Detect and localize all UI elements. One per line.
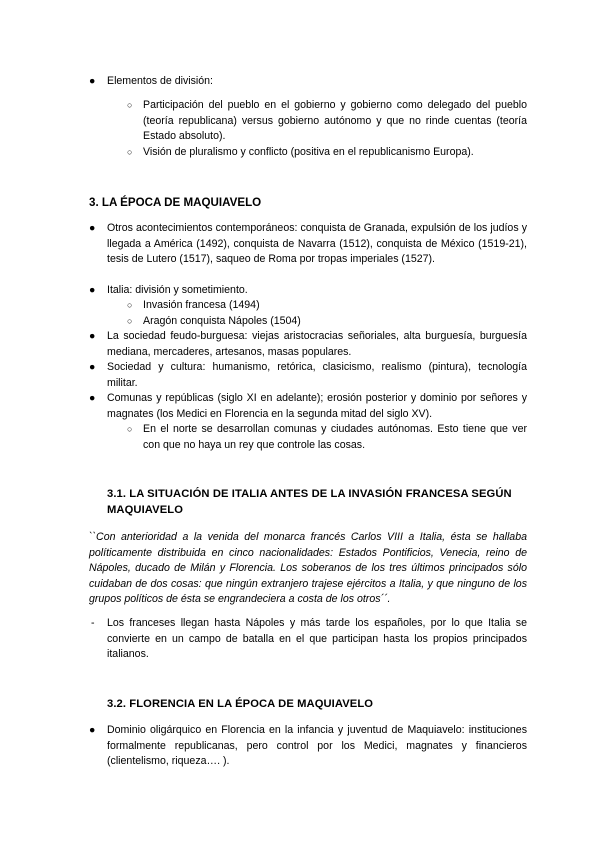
section-3-2-item: Dominio oligárquico en Florencia en la infancia y juventud de Maquiavelo: instituciones formalmente republicanas, pero control por los Medici, magnates y financieros (clientelismo, riqueza…. ). [107,724,527,768]
comunas-sub-item: En el norte se desarrollan comunas y ciudades autónomas. Esto tiene que ver con que no haya un rey que controle las cosas. [143,423,527,451]
bullet-marker: ● [89,75,96,87]
bullet-marker: ● [89,222,96,234]
intro-item: Elementos de división: [107,75,213,87]
circle-marker: ○ [127,100,133,110]
circle-marker: ○ [127,300,133,310]
intro-sub-item: Visión de pluralismo y conflicto (positiva en el republicanismo Europa). [143,146,474,158]
section-3-2-heading: 3.2. FLORENCIA EN LA ÉPOCA DE MAQUIAVELO [107,698,374,710]
bullet-marker: ● [89,724,96,736]
section-3-item-cultura: Sociedad y cultura: humanismo, retórica, clasicismo, realismo (pintura), tecnología militar. [107,361,527,389]
intro-sub-item: Participación del pueblo en el gobierno y gobierno como delegado del pueblo (teoría republicana) versus gobierno autónomo y que no rinde cuentas (teoría Estado absoluto). [143,99,527,143]
circle-marker: ○ [127,424,133,434]
bullet-marker: ● [89,330,96,342]
bullet-marker: ● [89,392,96,404]
italia-sub-item: Invasión francesa (1494) [143,299,260,311]
circle-marker: ○ [127,147,133,157]
maquiavelo-quote: ``Con anterioridad a la venida del monarca francés Carlos VIII a Italia, ésta se hallaba políticamente distribuida en cinco nacionalidades: Estados Pontificios, Venecia, reino de Nápoles, ducado de Milán y Florencia. Los soberanos de los tres últimos principados sólo cuidaban de dos cosas: que ningún extranjero trajese ejércitos a Italia, y que ninguno de los grupos políticos de ésta se engrandeciera a costa de los otros´´. [89,531,527,606]
italia-sub-item: Aragón conquista Nápoles (1504) [143,315,301,327]
section-3-item-comunas: Comunas y repúblicas (siglo XI en adelante); erosión posterior y dominio por señores y magnates (los Medici en Florencia en la segunda mitad del siglo XV). [107,392,527,420]
dash-marker: - [91,617,95,629]
section-3-1-heading: 3.1. LA SITUACIÓN DE ITALIA ANTES DE LA INVASIÓN FRANCESA SEGÚN MAQUIAVELO [107,488,512,516]
section-3-item-events: Otros acontecimientos contemporáneos: conquista de Granada, expulsión de los judíos y llegada a América (1492), conquista de Navarra (1512), conquista de México (1519-21), tesis de Lutero (1517), saqueo de Roma por tropas imperiales (1527). [107,222,527,266]
bullet-marker: ● [89,284,96,296]
section-3-item-italia: Italia: división y sometimiento. [107,284,248,296]
bullet-marker: ● [89,361,96,373]
section-3-item-sociedad: La sociedad feudo-burguesa: viejas aristocracias señoriales, alta burguesía, burguesía mediana, mercaderes, artesanos, masas populares. [107,330,527,358]
section-3-heading: 3. LA ÉPOCA DE MAQUIAVELO [89,196,262,209]
circle-marker: ○ [127,316,133,326]
section-3-1-item: Los franceses llegan hasta Nápoles y más tarde los españoles, por lo que Italia se convierte en un campo de batalla en el que participan hasta los propios principados italianos. [107,617,527,661]
